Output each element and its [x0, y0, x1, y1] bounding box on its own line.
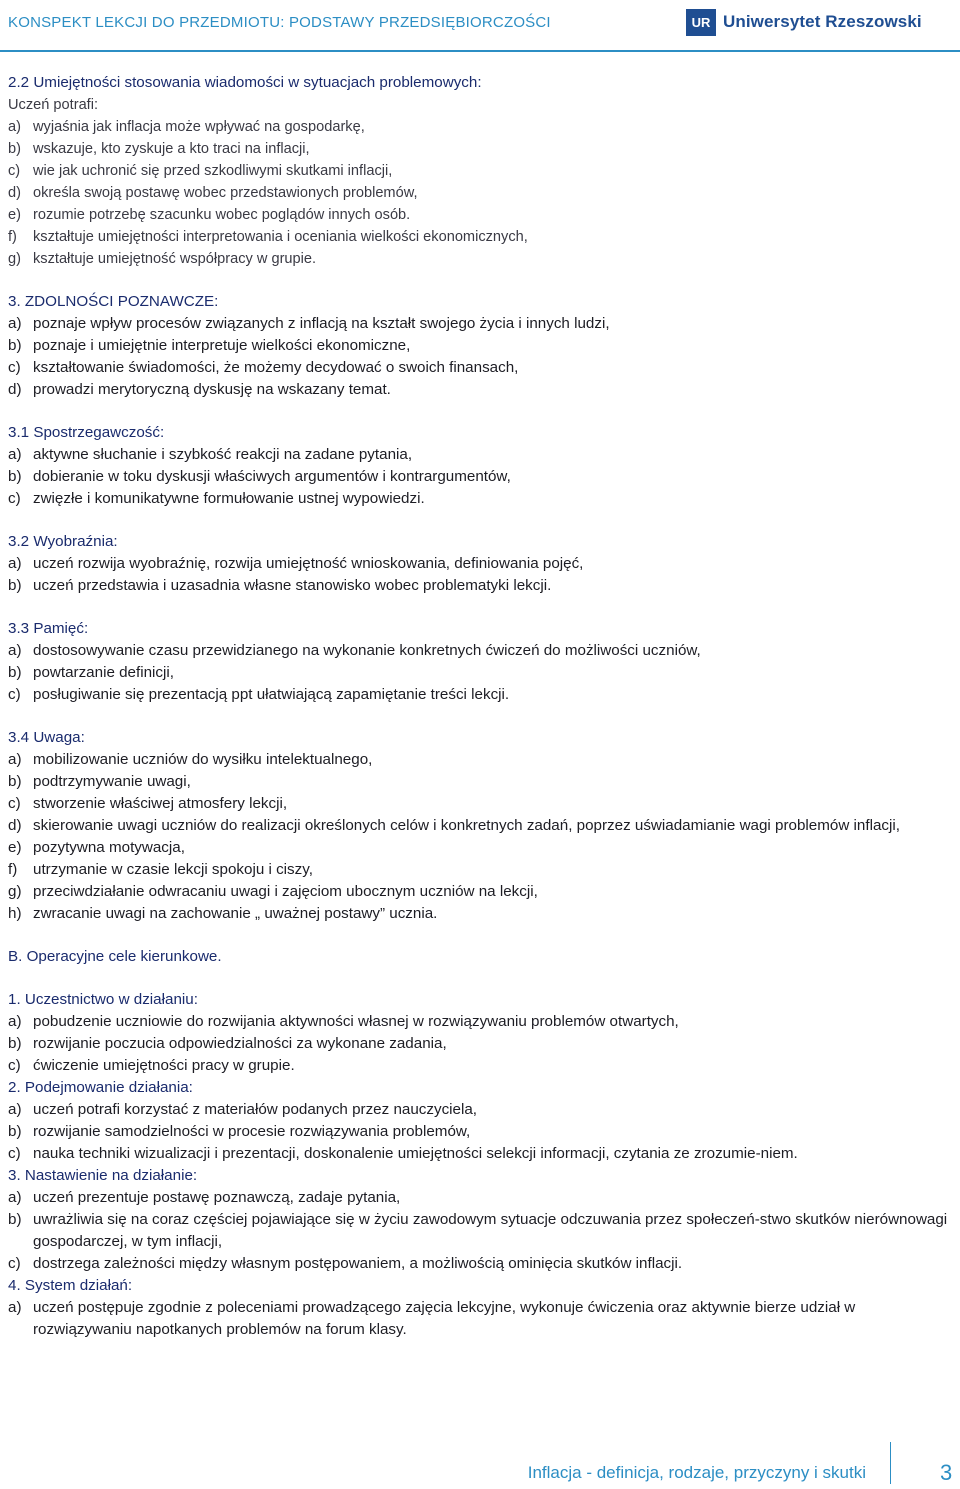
list-item: [8, 160, 948, 182]
list-item-marker: a): [8, 315, 22, 332]
list-item-text: uwrażliwia się na coraz częściej pojawiające się w życiu zawodowym sytuacje odczuwania przez społeczeń-stwo skutków nierównowagi gospodarczej, w tym inflacji,: [33, 1211, 948, 1250]
list-item: [8, 313, 948, 335]
document-body: [8, 72, 948, 1341]
page-header: [0, 0, 960, 52]
list-item: [8, 335, 948, 357]
list-item-text: pobudzenie uczniowie do rozwijania aktywności własnej w rozwiązywaniu problemów otwartych,: [33, 1013, 679, 1030]
list-item: [8, 662, 948, 684]
list-item-marker: b): [8, 468, 22, 485]
list-item-text: posługiwanie się prezentacją ppt ułatwiającą zapamiętanie treści lekcji.: [33, 686, 510, 703]
list-item-marker: e): [8, 207, 21, 223]
list-item: [8, 553, 948, 575]
section-heading: 3.1 Spostrzegawczość:: [8, 424, 165, 441]
list-item: [8, 1099, 948, 1121]
list-item-marker: h): [8, 905, 22, 922]
list-item-text: poznaje i umiejętnie interpretuje wielkości ekonomiczne,: [33, 337, 411, 354]
list-item: [8, 1121, 948, 1143]
section-b-4: [8, 1275, 948, 1341]
list-item: [8, 684, 948, 706]
item-list: [8, 116, 948, 270]
list-item: [8, 1143, 948, 1165]
section-b: [8, 946, 948, 968]
item-list: [8, 553, 948, 597]
list-item-text: uczeń przedstawia i uzasadnia własne stanowisko wobec problematyki lekcji.: [33, 577, 552, 594]
section-3: [8, 291, 948, 401]
section-3-1: [8, 422, 948, 510]
item-list: [8, 444, 948, 510]
list-item-text: dostrzega zależności między własnym postępowaniem, a możliwością ominięcia skutków inflacji.: [33, 1255, 683, 1272]
section-b-3: [8, 1165, 948, 1275]
list-item: [8, 138, 948, 160]
list-item: [8, 859, 948, 881]
university-logo: [686, 7, 922, 37]
list-item-marker: b): [8, 773, 22, 790]
list-item-text: kształtuje umiejętności interpretowania i oceniania wielkości ekonomicznych,: [33, 229, 528, 245]
footer-title: Inflacja - definicja, rodzaje, przyczyny i skutki: [527, 1463, 866, 1482]
list-item-text: nauka techniki wizualizacji i prezentacji, doskonalenie umiejętności selekcji informacji, czytania ze zrozumie-niem.: [33, 1145, 798, 1162]
list-item-marker: c): [8, 359, 21, 376]
list-item-marker: a): [8, 119, 21, 135]
item-list: [8, 1187, 948, 1275]
list-item: [8, 793, 948, 815]
list-item: [8, 204, 948, 226]
list-item-marker: b): [8, 141, 21, 157]
list-item: [8, 226, 948, 248]
section-3-3: [8, 618, 948, 706]
list-item-text: powtarzanie definicji,: [33, 664, 174, 681]
item-list: [8, 1099, 948, 1165]
list-item: [8, 116, 948, 138]
item-list: [8, 313, 948, 401]
section-heading: 2.2 Umiejętności stosowania wiadomości w sytuacjach problemowych:: [8, 74, 482, 91]
header-title: KONSPEKT LEKCJI DO PRZEDMIOTU: PODSTAWY PRZEDSIĘBIORCZOŚCI: [8, 14, 551, 31]
list-item-text: wskazuje, kto zyskuje a kto traci na inflacji,: [33, 141, 310, 157]
section-heading: 3.4 Uwaga:: [8, 729, 85, 746]
list-item-text: poznaje wpływ procesów związanych z inflacją na kształt swojego życia i innych ludzi,: [33, 315, 610, 332]
list-item-marker: a): [8, 446, 22, 463]
list-item-marker: d): [8, 381, 22, 398]
list-item-text: prowadzi merytoryczną dyskusję na wskazany temat.: [33, 381, 391, 398]
list-item-marker: c): [8, 163, 21, 179]
list-item: [8, 815, 948, 837]
section-heading: 4. System działań:: [8, 1277, 133, 1294]
section-heading: 3. ZDOLNOŚCI POZNAWCZE:: [8, 293, 219, 310]
list-item: [8, 837, 948, 859]
section-3-4: [8, 727, 948, 925]
list-item-text: podtrzymywanie uwagi,: [33, 773, 191, 790]
list-item-text: rozwijanie samodzielności w procesie rozwiązywania problemów,: [33, 1123, 471, 1140]
list-item-text: pozytywna motywacja,: [33, 839, 185, 856]
list-item-text: przeciwdziałanie odwracaniu uwagi i zajęciom ubocznym uczniów na lekcji,: [33, 883, 538, 900]
item-list: [8, 1011, 948, 1077]
list-item: [8, 903, 948, 925]
list-item-marker: e): [8, 839, 22, 856]
list-item-marker: b): [8, 337, 22, 354]
list-item-marker: g): [8, 883, 22, 900]
list-item-text: mobilizowanie uczniów do wysiłku intelektualnego,: [33, 751, 373, 768]
list-item-text: aktywne słuchanie i szybkość reakcji na zadane pytania,: [33, 446, 413, 463]
section-2-2: [8, 72, 948, 270]
list-item-text: uczeń potrafi korzystać z materiałów podanych przez nauczyciela,: [33, 1101, 478, 1118]
list-item-text: wie jak uchronić się przed szkodliwymi skutkami inflacji,: [33, 163, 393, 179]
section-heading: 3.3 Pamięć:: [8, 620, 89, 637]
list-item-text: uczeń postępuje zgodnie z poleceniami prowadzącego zajęcia lekcyjne, wykonuje ćwiczenia oraz aktywnie bierze udział w rozwiązywaniu napotkanych problemów na forum klasy.: [33, 1299, 856, 1338]
logo-text: Uniwersytet Rzeszowski: [723, 12, 922, 31]
list-item-marker: a): [8, 1101, 22, 1118]
list-item-marker: c): [8, 686, 21, 703]
list-item-text: dostosowywanie czasu przewidzianego na wykonanie konkretnych ćwiczeń do możliwości uczniów,: [33, 642, 701, 659]
list-item-text: uczeń prezentuje postawę poznawczą, zadaje pytania,: [33, 1189, 401, 1206]
list-item-marker: c): [8, 490, 21, 507]
list-item-text: kształtuje umiejętność współpracy w grupie.: [33, 251, 317, 267]
list-item-marker: f): [8, 229, 17, 245]
list-item-marker: a): [8, 642, 22, 659]
list-item-marker: c): [8, 1145, 21, 1162]
list-item: [8, 1011, 948, 1033]
header-divider: [0, 50, 960, 52]
list-item-marker: a): [8, 1189, 22, 1206]
page-number: 3: [940, 1460, 953, 1485]
list-item-text: wyjaśnia jak inflacja może wpływać na gospodarkę,: [33, 119, 365, 135]
list-item-marker: b): [8, 577, 22, 594]
list-item-marker: g): [8, 251, 21, 267]
list-item: [8, 357, 948, 379]
list-item: [8, 1187, 948, 1209]
list-item-text: stworzenie właściwej atmosfery lekcji,: [33, 795, 288, 812]
list-item: [8, 444, 948, 466]
list-item-text: ćwiczenie umiejętności pracy w grupie.: [33, 1057, 295, 1074]
list-item: [8, 182, 948, 204]
list-item: [8, 1209, 948, 1253]
list-item-text: zwięzłe i komunikatywne formułowanie ustnej wypowiedzi.: [33, 490, 425, 507]
section-3-2: [8, 531, 948, 597]
section-heading: B. Operacyjne cele kierunkowe.: [8, 948, 222, 965]
list-item-marker: a): [8, 751, 22, 768]
list-item-marker: c): [8, 1057, 21, 1074]
footer-divider: [890, 1442, 891, 1484]
list-item-marker: d): [8, 817, 22, 834]
section-heading: 2. Podejmowanie działania:: [8, 1079, 193, 1096]
section-heading: 1. Uczestnictwo w działaniu:: [8, 991, 198, 1008]
page-footer: [0, 1440, 960, 1489]
section-intro: Uczeń potrafi:: [8, 97, 99, 113]
list-item-marker: a): [8, 1013, 22, 1030]
list-item-marker: b): [8, 664, 22, 681]
list-item-text: uczeń rozwija wyobraźnię, rozwija umiejętność wnioskowania, definiowania pojęć,: [33, 555, 584, 572]
list-item: [8, 488, 948, 510]
list-item-marker: a): [8, 1299, 22, 1316]
list-item-marker: b): [8, 1211, 22, 1228]
list-item-text: zwracanie uwagi na zachowanie „ uważnej postawy” ucznia.: [33, 905, 438, 922]
section-heading: 3. Nastawienie na działanie:: [8, 1167, 198, 1184]
list-item-text: utrzymanie w czasie lekcji spokoju i ciszy,: [33, 861, 313, 878]
list-item: [8, 379, 948, 401]
item-list: [8, 1297, 948, 1341]
list-item: [8, 1055, 948, 1077]
list-item-text: skierowanie uwagi uczniów do realizacji określonych celów i konkretnych zadań, poprzez uświadamianie wagi problemów inflacji,: [33, 817, 900, 834]
section-b-2: [8, 1077, 948, 1165]
list-item: [8, 1033, 948, 1055]
list-item: [8, 1253, 948, 1275]
list-item: [8, 771, 948, 793]
item-list: [8, 640, 948, 706]
list-item-text: kształtowanie świadomości, że możemy decydować o swoich finansach,: [33, 359, 519, 376]
list-item-marker: c): [8, 795, 21, 812]
section-b-1: [8, 989, 948, 1077]
item-list: [8, 749, 948, 925]
list-item-marker: f): [8, 861, 18, 878]
list-item: [8, 466, 948, 488]
list-item-text: dobieranie w toku dyskusji właściwych argumentów i kontrargumentów,: [33, 468, 511, 485]
section-heading: 3.2 Wyobraźnia:: [8, 533, 118, 550]
list-item-text: określa swoją postawę wobec przedstawionych problemów,: [33, 185, 418, 201]
list-item: [8, 248, 948, 270]
list-item-marker: c): [8, 1255, 21, 1272]
list-item-text: rozwijanie poczucia odpowiedzialności za wykonane zadania,: [33, 1035, 447, 1052]
list-item-marker: d): [8, 185, 21, 201]
list-item-marker: b): [8, 1035, 22, 1052]
list-item-text: rozumie potrzebę szacunku wobec poglądów innych osób.: [33, 207, 411, 223]
list-item: [8, 881, 948, 903]
list-item: [8, 575, 948, 597]
list-item: [8, 1297, 948, 1341]
list-item-marker: a): [8, 555, 22, 572]
list-item: [8, 749, 948, 771]
list-item: [8, 640, 948, 662]
logo-mark-icon: UR: [686, 9, 716, 36]
list-item-marker: b): [8, 1123, 22, 1140]
